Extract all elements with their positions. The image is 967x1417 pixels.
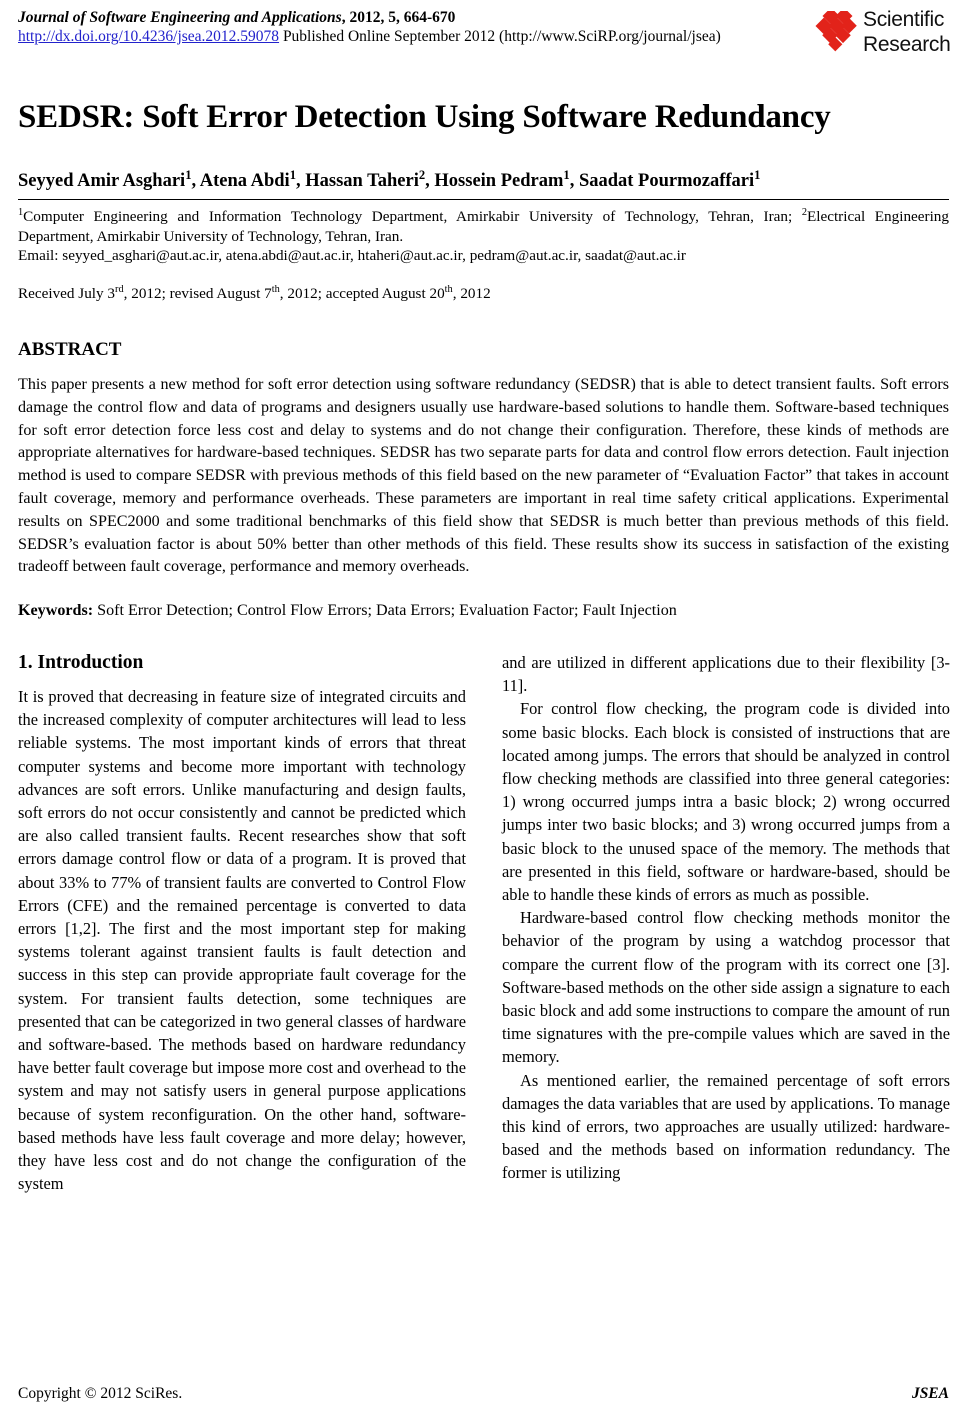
affiliation-text: $^1$Computer Engineering and Information Technology Department, Amirkabir University of Technology, Tehran, Iran; $^2$Electrical Engineering Department, Amirkabir University of Technology, Tehran, Iran. — [18, 206, 949, 245]
scientific-research-logo — [813, 8, 949, 58]
journal-name: Journal of Software Engineering and Applications — [18, 9, 342, 26]
left-column — [18, 651, 466, 1195]
page-title: SEDSR: Soft Error Detection Using Software Redundancy — [18, 99, 831, 135]
doi-link[interactable]: http://dx.doi.org/10.4236/jsea.2012.59078 — [18, 28, 280, 45]
keywords-list: Soft Error Detection; Control Flow Errors; Data Errors; Evaluation Factor; Fault Injection — [93, 602, 677, 620]
logo-wordmark — [863, 7, 950, 57]
copyright-notice: Copyright © 2012 SciRes. — [18, 1385, 183, 1402]
right-column — [502, 651, 950, 1195]
keywords-line — [18, 600, 949, 623]
masthead-text — [18, 8, 858, 46]
diamond-cluster-icon — [813, 11, 859, 55]
logo-line-scientific: Scientific — [863, 8, 945, 31]
journal-citation-line — [18, 8, 858, 27]
email-line: Email: seyyed_asghari@aut.ac.ir, atena.abdi@aut.ac.ir, htaheri@aut.ac.ir, pedram@aut.ac.ir, saadat@aut.ac.ir — [18, 247, 686, 264]
paragraph: It is proved that decreasing in feature size of integrated circuits and the increased complexity of computer architectures will lead to less reliable systems. The most important kinds of errors that threat computer systems and become more important with technology advances are soft errors. Unlike manufacturing and design faults, soft errors do not occur consistently and cannot be predicted which are also called transient faults. Recent researches show that soft errors damage control flow or data of a program. It is proved that about 33% to 77% of transient faults are converted to Control Flow Errors (CFE) and the remained percentage is converted to data errors [1,2]. The first and the most important step for making systems tolerant against transient faults is fault detection and success in this step can provide appropriate fault coverage for the system. For transient faults detection, some techniques are presented that can be categorized in two general classes of hardware and software-based. The methods based on hardware redundancy have better fault coverage but impose more cost and overhead to the system and may not satisfy users in general purpose applications because of system reconfiguration. On the other hand, software-based methods have less fault coverage and more delay; however, they have less cost and do not change the configuration of the system — [18, 686, 466, 1194]
received-revised-accepted-dates: Received July 3rd, 2012; revised August 7th, 2012; accepted August 20th, 2012 — [18, 283, 491, 302]
paragraph: Hardware-based control flow checking methods monitor the behavior of the program by using a watchdog processor that compare the current flow of the program with its correct one [3]. Software-based methods on the other side assign a signature to each basic block and add some instructions to compare the amount of run time signatures with the pre-compile values which are saved in the memory. — [502, 908, 950, 1067]
page-footer — [18, 1384, 949, 1403]
affiliation-block — [18, 207, 949, 266]
section-heading-introduction: 1. Introduction — [18, 651, 144, 673]
published-online-note: Published Online September 2012 (http://www.SciRP.org/journal/jsea) — [279, 28, 721, 45]
logo-line-research: Research — [863, 33, 951, 56]
author-list: Seyyed Amir Asghari$^1$, Atena Abdi$^1$, Hassan Taheri$^2$, Hossein Pedram$^1$, Saadat Pourmozaffari$^1$ — [18, 167, 761, 191]
doi-line — [18, 27, 858, 46]
header-divider-rule — [18, 199, 949, 200]
abstract-text: This paper presents a new method for soft error detection using software redundancy (SEDSR) that is able to detect transient faults. Soft errors damage the control flow and data of programs and designers usually use hardware-based solutions to handle them. Software-based techniques for soft error detection force less cost and delay to systems and do not change their configuration. Therefore, these kinds of methods are appropriate alternatives for hardware-based techniques. SEDSR has two separate parts for data and control flow errors detection. Fault injection method is used to compare SEDSR with previous methods of this field based on the new parameter of “Evaluation Factor” that takes in account fault coverage, memory and performance overheads. These parameters are important in real time safety critical applications. Experimental results on SPEC2000 and some traditional benchmarks of this field show that SEDSR is much better than previous methods of this field. SEDSR’s evaluation factor is about 50% better than other methods of this field. These results show its success in satisfaction of the existing tradeoff between fault coverage, performance and memory overheads. — [18, 376, 949, 576]
journal-abbreviation: JSEA — [911, 1385, 949, 1402]
abstract-heading: ABSTRACT — [18, 339, 122, 360]
keywords-label: Keywords: — [18, 602, 94, 620]
journal-issue: , 2012, 5, 664-670 — [341, 9, 456, 26]
paragraph: For control flow checking, the program code is divided into some basic blocks. Each block is consisted of instructions that are located among jumps. The errors that should be analyzed in control flow checking methods are classified into three general categories: 1) wrong occurred jumps intra a basic block; 2) wrong occurred jumps inter two basic blocks; and 3) wrong occurred jumps from a basic block to the unused space of the memory. The methods that are presented in this field, software or hardware-based, should be able to handle these kinds of errors as much as possible. — [502, 699, 950, 904]
paragraph: As mentioned earlier, the remained percentage of soft errors damages the data variables that are used by applications. To manage this kind of errors, two approaches are usually utilized: hardware-based and the methods based on information redundancy. The former is utilizing — [502, 1070, 950, 1183]
paragraph: and are utilized in different applications due to their flexibility [3-11]. — [502, 652, 950, 696]
masthead — [18, 8, 949, 58]
body-columns — [18, 651, 949, 1195]
